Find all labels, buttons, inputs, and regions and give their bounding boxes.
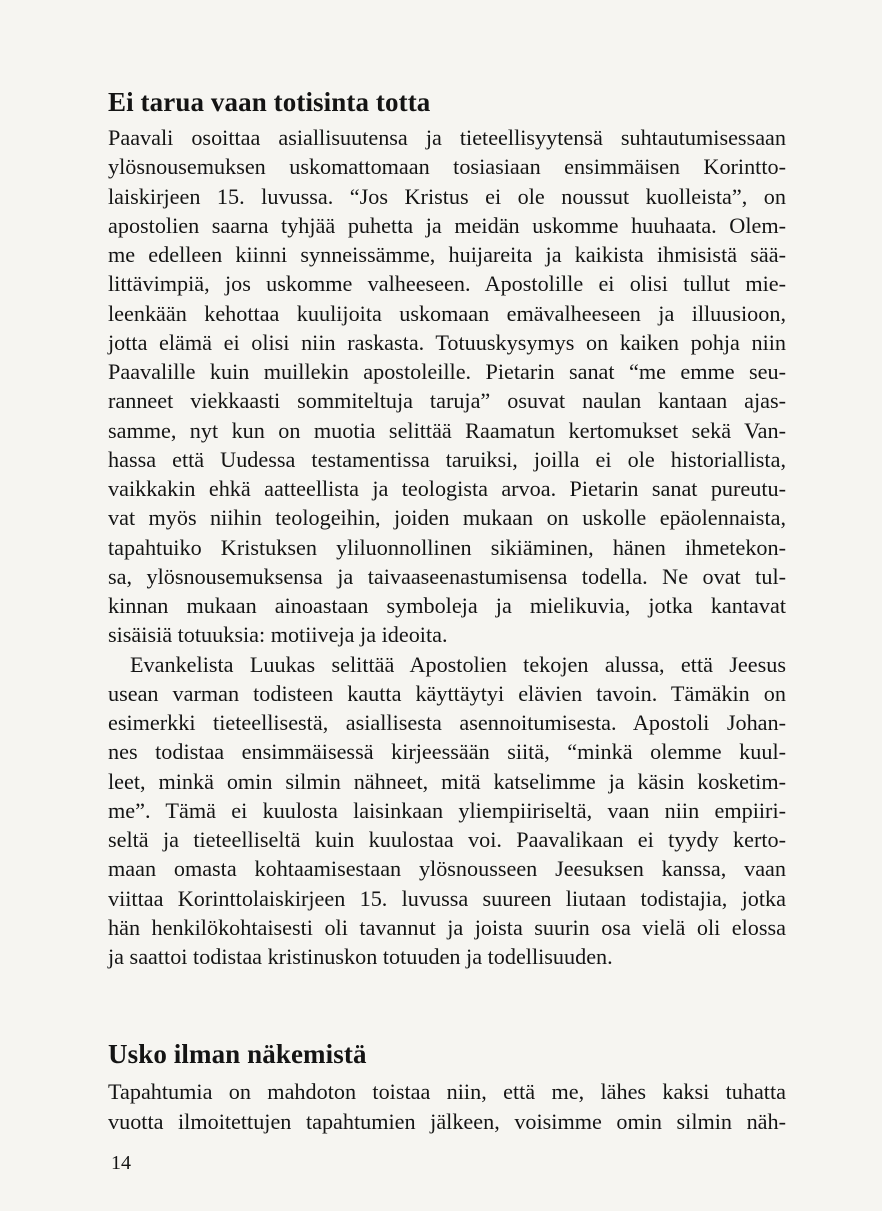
text-line: hän henkilökohtaisesti oli tavannut ja joista suurin osa vielä oli elossa <box>108 914 786 940</box>
text-line: nes todistaa ensimmäisessä kirjeessään siitä, “minkä olemme kuul- <box>108 739 786 765</box>
text-line: kinnan mukaan ainoastaan symboleja ja mielikuvia, jotka kantavat <box>108 593 786 618</box>
text-line: hassa että Uudessa testamentissa taruiksi, joilla ei ole historiallista, <box>108 446 786 472</box>
text-line: leenkään kehottaa kuulijoita uskomaan emävalheeseen ja illuusioon, <box>108 300 786 326</box>
text-line: samme, nyt kun on muotia selittää Raamatun kertomukset sekä Van- <box>108 417 786 443</box>
text-line: Paavalille kuin muillekin apostoleille. Pietarin sanat “me emme seu- <box>108 359 786 384</box>
text-line: esimerkki tieteellisestä, asiallisesta asennoitumisesta. Apostoli Johan- <box>108 710 786 735</box>
text-line: maan omasta kohtaamisestaan ylösnousseen Jeesuksen kanssa, vaan <box>108 856 786 882</box>
text-line: seltä ja tieteelliseltä kuin kuulostaa voi. Paavalikaan ei tyydy kerto- <box>108 827 786 852</box>
text-line: Paavali osoittaa asiallisuutensa ja tieteellisyytensä suhtautumisessaan <box>108 125 786 150</box>
body-paragraph <box>108 123 786 650</box>
text-line: ylösnousemuksen uskomattomaan tosiasiaan ensimmäisen Korintto- <box>108 154 786 180</box>
text-line: vat myös niihin teologeihin, joiden mukaan on uskolle epäolennaista, <box>108 505 786 531</box>
text-line: sa, ylösnousemuksensa ja taivaaseenastumisensa todella. Ne ovat tul- <box>108 563 786 589</box>
text-line: ja saattoi todistaa kristinuskon totuuden ja todellisuuden. <box>108 944 613 969</box>
text-line: jotta elämä ei olisi niin raskasta. Totuuskysymys on kaiken pohja niin <box>108 329 786 355</box>
text-line: usean varman todisteen kautta käyttäytyi elävien tavoin. Tämäkin on <box>108 680 786 706</box>
text-line: me”. Tämä ei kuulosta laisinkaan yliempiiriseltä, vaan niin empiiri- <box>108 797 786 823</box>
text-line: vaikkakin ehkä aatteellista ja teologista arvoa. Pietarin sanat pureutu- <box>108 476 786 501</box>
page-content <box>108 84 786 1136</box>
section-heading: Usko ilman näkemistä <box>108 1039 367 1070</box>
text-line: viittaa Korinttolaiskirjeen 15. luvussa suureen liutaan todistajia, jotka <box>108 885 786 911</box>
text-line: laiskirjeen 15. luvussa. “Jos Kristus ei ole noussut kuolleista”, on <box>108 183 786 209</box>
text-line: sisäisiä totuuksia: motiiveja ja ideoita. <box>108 622 448 648</box>
text-line: Tapahtumia on mahdoton toistaa niin, että me, lähes kaksi tuhatta <box>108 1079 786 1105</box>
page-number: 14 <box>111 1152 131 1174</box>
text-line: me edelleen kiinni synneissämme, huijareita ja kaikista ihmisistä sää- <box>108 242 786 267</box>
body-paragraph <box>108 1077 786 1136</box>
text-line: littävimpiä, jos uskomme valheeseen. Apostolille ei olisi tullut mie- <box>108 271 786 297</box>
text-line: tapahtuiko Kristuksen yliluonnollinen sikiäminen, hänen ihmetekon- <box>108 534 786 560</box>
text-line: leet, minkä omin silmin nähneet, mitä katselimme ja käsin kosketim- <box>108 768 786 794</box>
text-line: ranneet viekkaasti sommiteltuja taruja” osuvat naulan kantaan ajas- <box>108 388 786 414</box>
text-line: Evankelista Luukas selittää Apostolien tekojen alussa, että Jeesus <box>130 651 786 677</box>
body-paragraph <box>108 650 786 972</box>
section-heading: Ei tarua vaan totisinta totta <box>108 87 431 117</box>
text-line: apostolien saarna tyhjää puhetta ja meidän uskomme huuhaata. Olem- <box>108 212 786 238</box>
text-line: vuotta ilmoitettujen tapahtumien jälkeen, voisimme omin silmin näh- <box>108 1108 786 1134</box>
